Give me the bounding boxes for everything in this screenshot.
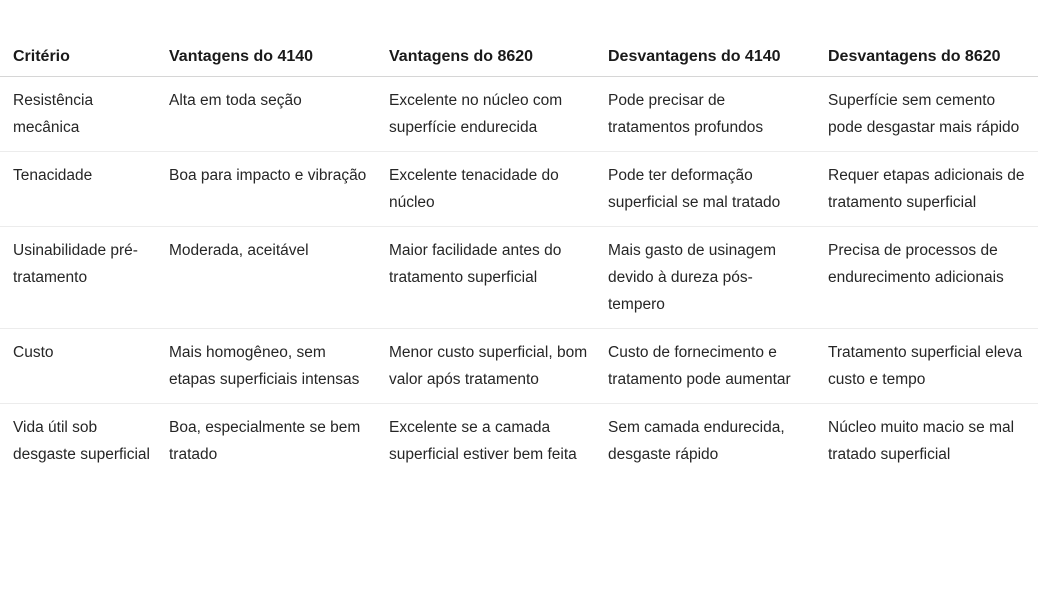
table-cell: Moderada, aceitável <box>156 227 376 329</box>
table-cell: Excelente tenacidade do núcleo <box>376 152 595 227</box>
table-cell: Mais homogêneo, sem etapas superficiais intensas <box>156 329 376 404</box>
table-row <box>0 152 1038 227</box>
table-row <box>0 404 1038 479</box>
table-cell: Resistência mecânica <box>0 77 156 152</box>
table-row <box>0 77 1038 152</box>
table-cell: Sem camada endurecida, desgaste rápido <box>608 419 785 463</box>
table-cell: Menor custo superficial, bom valor após tratamento <box>376 329 595 404</box>
table-cell: Excelente se a camada superficial estiver bem feita <box>389 419 577 463</box>
table-header-row <box>0 38 1038 77</box>
header-criterio: Critério <box>0 38 156 77</box>
table-cell: Pode ter deformação superficial se mal tratado <box>595 152 815 227</box>
table-cell: Precisa de processos de endurecimento adicionais <box>815 227 1038 329</box>
table-cell: Maior facilidade antes do tratamento superficial <box>376 227 595 329</box>
table-cell: Mais gasto de usinagem devido à dureza pós-tempero <box>595 227 815 329</box>
comparison-table-container <box>0 38 1050 478</box>
table-cell: Núcleo muito macio se mal tratado superficial <box>828 419 1015 463</box>
table-cell: Alta em toda seção <box>156 77 376 152</box>
table-cell: Boa para impacto e vibração <box>156 152 376 227</box>
table-cell: Pode precisar de tratamentos profundos <box>595 77 815 152</box>
table-cell: Custo <box>0 329 156 404</box>
comparison-table <box>0 38 1038 478</box>
table-cell: Vida útil sob desgaste superficial <box>13 419 150 463</box>
header-vantagens-4140: Vantagens do 4140 <box>156 38 376 77</box>
table-row <box>0 227 1038 329</box>
table-cell: Requer etapas adicionais de tratamento superficial <box>815 152 1038 227</box>
header-desvantagens-4140: Desvantagens do 4140 <box>595 38 815 77</box>
table-cell: Custo de fornecimento e tratamento pode aumentar <box>595 329 815 404</box>
table-cell: Tenacidade <box>0 152 156 227</box>
table-cell: Excelente no núcleo com superfície endurecida <box>376 77 595 152</box>
table-cell: Tratamento superficial eleva custo e tempo <box>815 329 1038 404</box>
table-cell: Superfície sem cemento pode desgastar mais rápido <box>815 77 1038 152</box>
header-vantagens-8620: Vantagens do 8620 <box>376 38 595 77</box>
table-cell: Boa, especialmente se bem tratado <box>169 419 361 463</box>
table-row <box>0 329 1038 404</box>
table-cell: Usinabilidade pré-tratamento <box>0 227 156 329</box>
header-desvantagens-8620: Desvantagens do 8620 <box>815 38 1038 77</box>
